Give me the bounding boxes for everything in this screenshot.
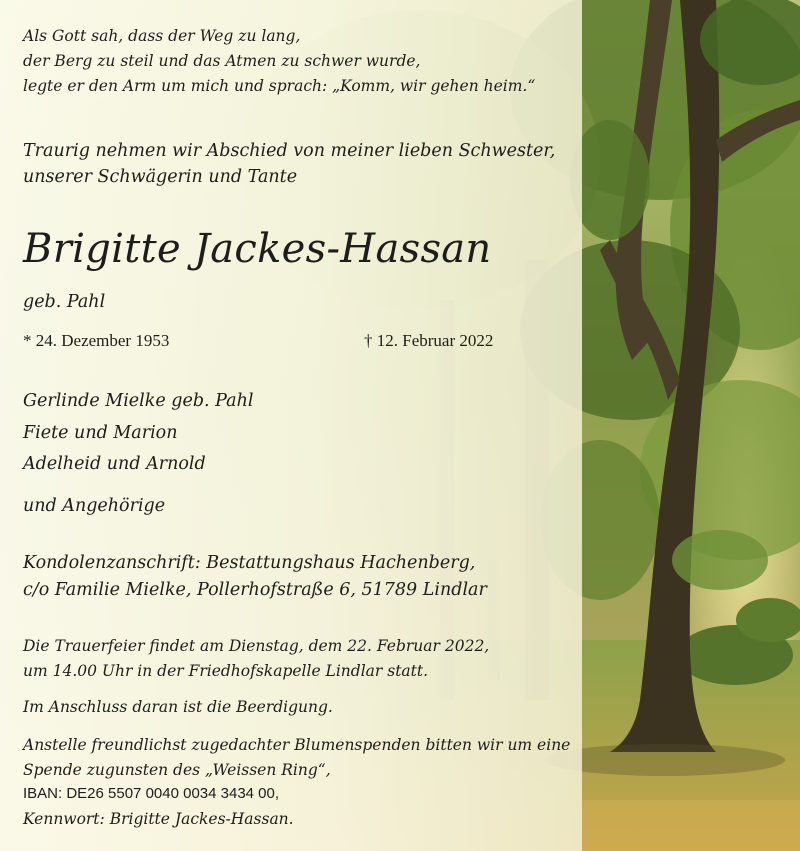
donation-line: Anstelle freundlichst zugedachter Blumenspenden bitten wir um eine	[23, 736, 571, 754]
address-line: Kondolenzanschrift: Bestattungshaus Hachenberg,	[23, 553, 476, 573]
ceremony-line: Die Trauerfeier findet am Dienstag, dem 22. Februar 2022,	[23, 637, 490, 655]
address-line: c/o Familie Mielke, Pollerhofstraße 6, 51789 Lindlar	[23, 580, 487, 600]
maiden-name: geb. Pahl	[23, 292, 106, 312]
ceremony-line: um 14.00 Uhr in der Friedhofskapelle Lindlar statt.	[23, 662, 429, 680]
mourner-name: Fiete und Marion	[23, 423, 178, 443]
mourner-name: Gerlinde Mielke geb. Pahl	[23, 391, 254, 411]
intro-line: unserer Schwägerin und Tante	[23, 167, 298, 187]
poem-line: Als Gott sah, dass der Weg zu lang,	[23, 27, 301, 45]
donation-line: Spende zugunsten des „Weissen Ring“,	[23, 761, 331, 779]
deceased-name: Brigitte Jackes-Hassan	[23, 226, 492, 272]
poem-line: legte er den Arm um mich und sprach: „Komm, wir gehen heim.“	[23, 77, 536, 95]
mourner-name: Adelheid und Arnold	[23, 454, 206, 474]
relatives-line: und Angehörige	[23, 496, 166, 516]
intro-line: Traurig nehmen wir Abschied von meiner lieben Schwester,	[23, 141, 556, 161]
death-date: † 12. Februar 2022	[364, 331, 494, 350]
burial-line: Im Anschluss daran ist die Beerdigung.	[23, 698, 333, 716]
poem-line: der Berg zu steil und das Atmen zu schwer wurde,	[23, 52, 421, 70]
birth-date: * 24. Dezember 1953	[23, 331, 170, 350]
iban-line: IBAN: DE26 5507 0040 0034 3434 00,	[23, 785, 280, 802]
keyword-line: Kennwort: Brigitte Jackes-Hassan.	[23, 810, 294, 828]
